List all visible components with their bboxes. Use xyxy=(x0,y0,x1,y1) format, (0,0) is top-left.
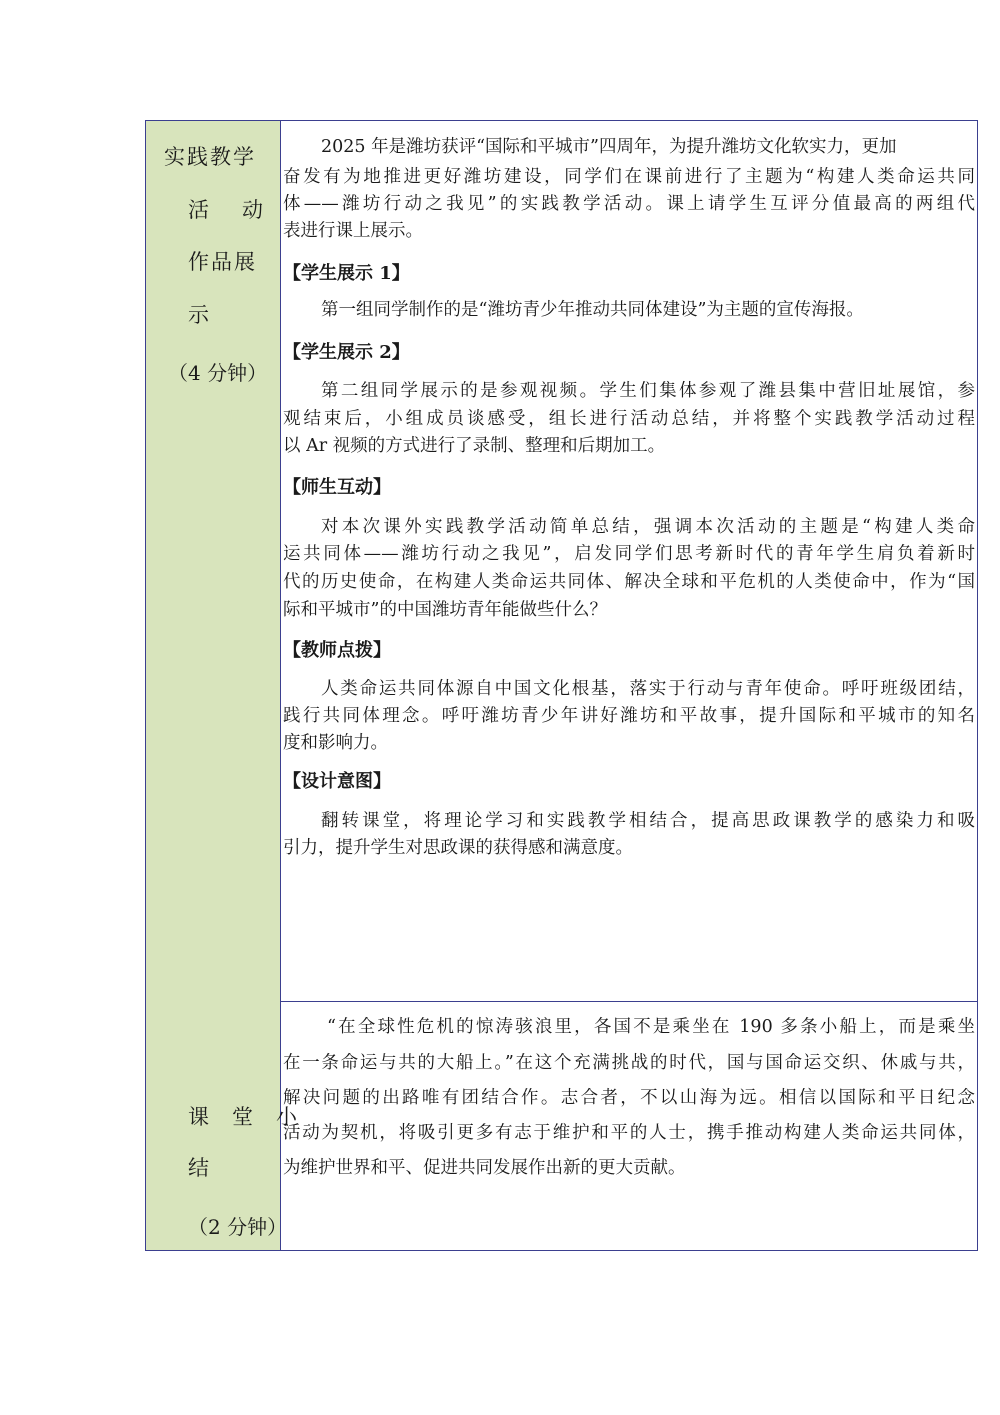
interact-line-4: 际和平城市”的中国潍坊青年能做些什么？ xyxy=(283,600,607,620)
interact-line-1: 对本次课外实践教学活动简单总结，强调本次活动的主题是“构建人类命 xyxy=(321,517,975,537)
heading-interaction: 【师生互动】 xyxy=(283,477,391,498)
interact-line-3: 代的历史使命，在构建人类命运共同体、解决全球和平危机的人类使命中，作为“国 xyxy=(283,572,975,592)
guide-line-3: 度和影响力。 xyxy=(283,733,388,753)
intro-line-3: 体——潍坊行动之我见”的实践教学活动。课上请学生互评分值最高的两组代 xyxy=(283,194,975,214)
intro-line-1: 2025 年是潍坊获评“国际和平城市”四周年，为提升潍坊文化软实力，更加 xyxy=(321,137,897,157)
intro-line-4: 表进行课上展示。 xyxy=(283,221,423,241)
guide-line-2: 践行共同体理念。呼吁潍坊青少年讲好潍坊和平故事，提升国际和平城市的知名 xyxy=(283,706,975,726)
heading-student-show-2: 【学生展示 2】 xyxy=(283,342,410,363)
summary-label-line-1: 课 堂 小 xyxy=(188,1105,298,1129)
heading-teacher-guide: 【教师点拨】 xyxy=(283,640,391,661)
guide-line-1: 人类命运共同体源自中国文化根基，落实于行动与青年使命。呼吁班级团结， xyxy=(321,679,975,699)
design-line-1: 翻转课堂，将理论学习和实践教学相结合，提高思政课教学的感染力和吸 xyxy=(321,811,975,831)
practice-section-content-cell xyxy=(281,121,977,1001)
summary-line-4: 活动为契机，将吸引更多有志于维护和平的人士，携手推动构建人类命运共同体， xyxy=(283,1123,975,1143)
show2-line-1: 第二组同学展示的是参观视频。学生们集体参观了潍县集中营旧址展馆，参 xyxy=(321,381,975,401)
practice-section-label-cell xyxy=(146,121,281,1001)
heading-student-show-1: 【学生展示 1】 xyxy=(283,263,410,284)
summary-section-row xyxy=(146,1001,977,1250)
summary-section-content-cell xyxy=(281,1001,977,1250)
summary-line-3: 解决问题的出路唯有团结合作。志合者，不以山海为远。相信以国际和平日纪念 xyxy=(283,1088,975,1108)
intro-line-2: 奋发有为地推进更好潍坊建设，同学们在课前进行了主题为“构建人类命运共同 xyxy=(283,167,975,187)
show2-line-2: 观结束后，小组成员谈感受，组长进行活动总结，并将整个实践教学活动过程 xyxy=(283,409,975,429)
summary-line-2: 在一条命运与共的大船上。”在这个充满挑战的时代，国与国命运交织、休戚与共， xyxy=(283,1053,975,1073)
summary-section-label-cell xyxy=(146,1001,298,1250)
practice-label-line-4: 示 xyxy=(188,303,209,327)
summary-duration: （2 分钟） xyxy=(188,1215,288,1239)
design-line-2: 引力，提升学生对思政课的获得感和满意度。 xyxy=(283,838,633,858)
practice-label-line-2: 活 动 xyxy=(188,198,269,222)
show2-line-3: 以 Ar 视频的方式进行了录制、整理和后期加工。 xyxy=(283,436,666,456)
show1-line-1: 第一组同学制作的是“潍坊青少年推动共同体建设”为主题的宣传海报。 xyxy=(321,300,864,320)
practice-label-line-3: 作品展 xyxy=(188,250,257,274)
practice-label-line-1: 实践教学 xyxy=(164,145,256,169)
interact-line-2: 运共同体——潍坊行动之我见”，启发同学们思考新时代的青年学生肩负着新时 xyxy=(283,544,975,564)
practice-section-row xyxy=(146,121,977,1002)
practice-duration: （4 分钟） xyxy=(168,361,268,385)
summary-line-1: “在全球性危机的惊涛骇浪里，各国不是乘坐在 190 多条小船上，而是乘坐 xyxy=(327,1017,975,1037)
heading-design-intent: 【设计意图】 xyxy=(283,771,391,792)
summary-label-line-2: 结 xyxy=(188,1156,209,1180)
summary-line-5: 为维护世界和平、促进共同发展作出新的更大贡献。 xyxy=(283,1158,686,1178)
lesson-plan-table xyxy=(145,120,978,1251)
